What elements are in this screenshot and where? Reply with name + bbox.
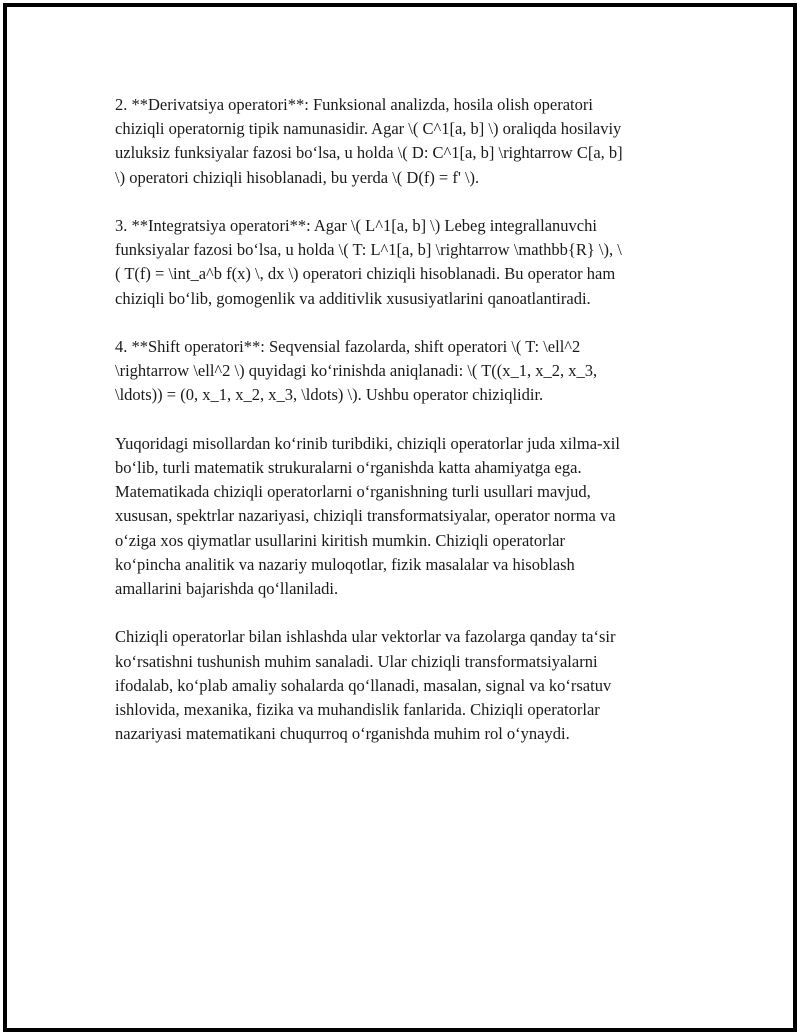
text-line: amallarini bajarishda qo‘llaniladi. — [115, 579, 339, 599]
text-line: nazariyasi matematikani chuqurroq o‘rganishda muhim rol o‘ynaydi. — [115, 724, 570, 744]
text-line: 2. **Derivatsiya operatori**: Funksional analizda, hosila olish operatori — [115, 95, 593, 114]
text-line: uzluksiz funksiyalar fazosi bo‘lsa, u holda \( D: C^1[a, b] \rightarrow C[a, b] — [115, 143, 623, 163]
paragraph-conclusion — [115, 625, 700, 746]
text-line: ( T(f) = \int_a^b f(x) \, dx \) operatori chiziqli hisoblanadi. Bu operator ham — [115, 264, 616, 284]
text-line: ifodalab, ko‘plab amaliy sohalarda qo‘llanadi, masalan, signal va ko‘rsatuv — [115, 675, 612, 695]
text-line: Yuqoridagi misollardan ko‘rinib turibdiki, chiziqli operatorlar juda xilma-xil — [115, 433, 620, 453]
text-line: \ldots)) = (0, x_1, x_2, x_3, \ldots) \). Ushbu operator chiziqlidir. — [115, 385, 544, 405]
text-line: o‘ziga xos qiymatlar usullarini kiritish mumkin. Chiziqli operatorlar — [115, 530, 565, 550]
text-line: Matematikada chiziqli operatorlarni o‘rganishning turli usullari mavjud, — [115, 482, 591, 502]
paragraph-shift-operator — [115, 335, 700, 408]
paragraph-examples-summary — [115, 432, 700, 601]
text-line: ishlovida, mexanika, fizika va muhandislik fanlarida. Chiziqli operatorlar — [115, 700, 600, 720]
text-line: 3. **Integratsiya operatori**: Agar \( L^1[a, b] \) Lebeg integrallanuvchi — [115, 216, 597, 235]
paragraph-derivative-operator — [115, 93, 700, 190]
text-line: chiziqli bo‘lib, gomogenlik va additivlik xususiyatlarini qanoatlantiradi. — [115, 288, 591, 308]
text-line: \) operatori chiziqli hisoblanadi, bu yerda \( D(f) = f' \). — [115, 167, 480, 187]
text-line: funksiyalar fazosi bo‘lsa, u holda \( T: L^1[a, b] \rightarrow \mathbb{R} \), \ — [115, 240, 622, 260]
text-line: ko‘pincha analitik va nazariy muloqotlar, fizik masalalar va hisoblash — [115, 554, 575, 574]
text-line: chiziqli operatornig tipik namunasidir. Agar \( C^1[a, b] \) oraliqda hosilaviy — [115, 119, 622, 139]
text-line: 4. **Shift operatori**: Seqvensial fazolarda, shift operatori \( T: \ell^2 — [115, 337, 581, 356]
text-line: bo‘lib, turli matematik strukuralarni o‘rganishda katta ahamiyatga ega. — [115, 458, 582, 477]
text-line: xususan, spektrlar nazariyasi, chiziqli transformatsiyalar, operator norma va — [115, 506, 616, 526]
text-line: \rightarrow \ell^2 \) quyidagi ko‘rinishda aniqlanadi: \( T((x_1, x_2, x_3, — [115, 361, 598, 381]
paragraph-integration-operator — [115, 214, 700, 311]
document-body — [115, 93, 700, 771]
text-line: Chiziqli operatorlar bilan ishlashda ular vektorlar va fazolarga qanday ta‘sir — [115, 627, 616, 647]
text-line: ko‘rsatishni tushunish muhim sanaladi. Ular chiziqli transformatsiyalarni — [115, 651, 598, 671]
